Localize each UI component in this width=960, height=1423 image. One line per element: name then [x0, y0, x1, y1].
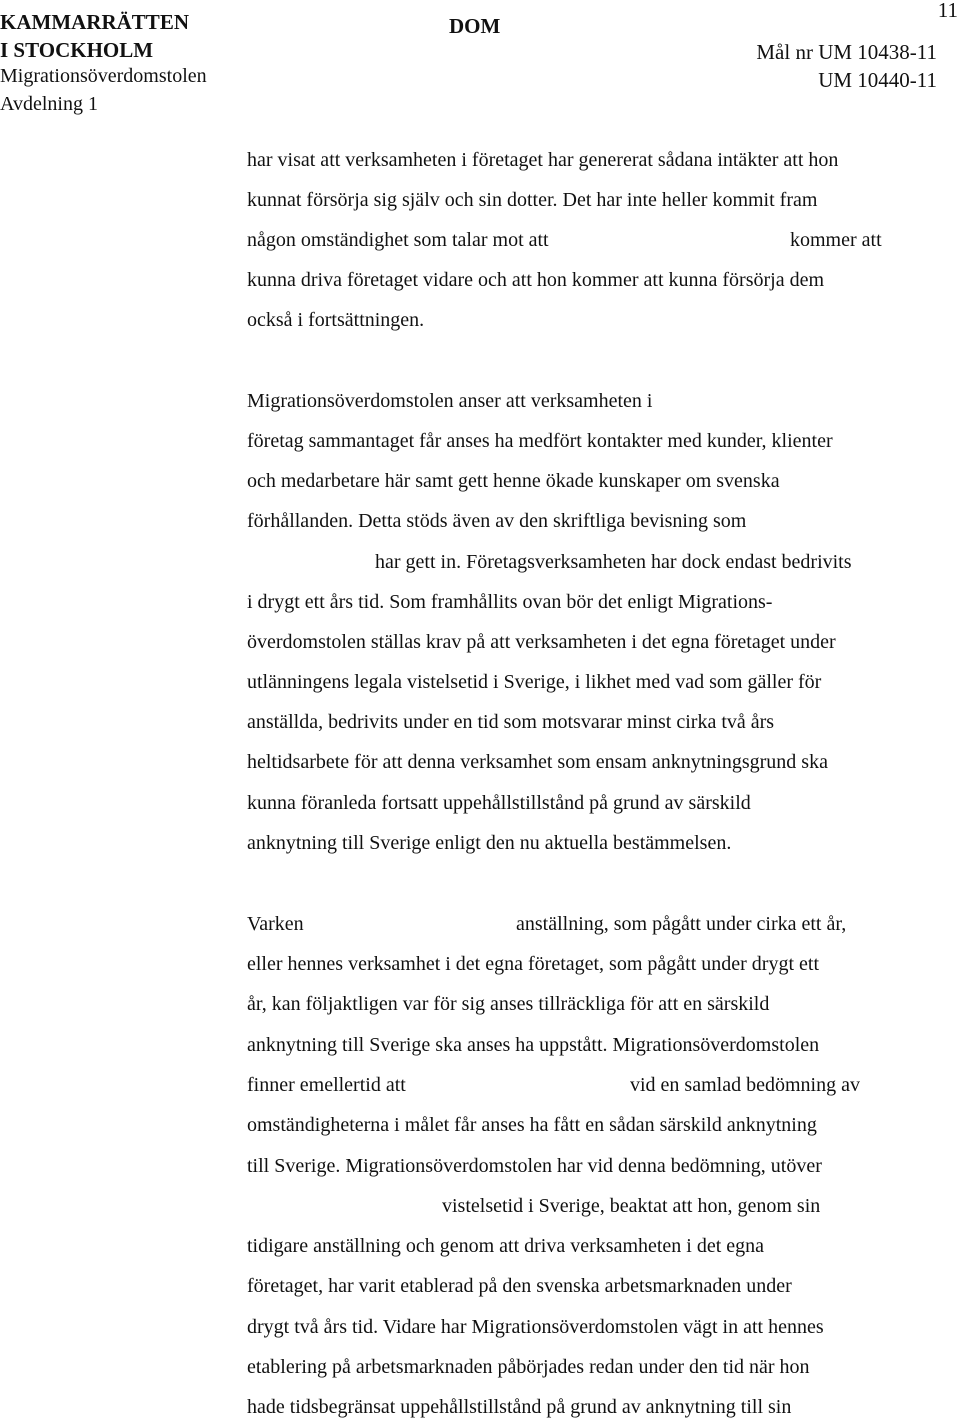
body-text-line: Varken: [247, 913, 304, 935]
body-text-line: år, kan följaktligen var för sig anses tillräckliga för att en särskild: [247, 993, 770, 1015]
body-text-line: utlänningens legala vistelsetid i Sverige, i likhet med vad som gäller för: [247, 671, 822, 693]
body-text-line: finner emellertid att: [247, 1074, 406, 1096]
court-department: Avdelning 1: [0, 93, 98, 115]
body-text-line: i drygt ett års tid. Som framhållits ovan bör det enligt Migrations-: [247, 591, 773, 613]
body-text-line: tidigare anställning och genom att driva verksamheten i det egna: [247, 1235, 765, 1257]
body-text-line: vistelsetid i Sverige, beaktat att hon, genom sin: [442, 1195, 821, 1217]
body-text-line: anställda, bedrivits under en tid som motsvarar minst cirka två års: [247, 711, 775, 733]
court-division-name: Migrationsöverdomstolen: [0, 65, 207, 87]
body-text-line: drygt två års tid. Vidare har Migrationsöverdomstolen vägt in att hennes: [247, 1316, 824, 1338]
body-text-line: anställning, som pågått under cirka ett år,: [516, 913, 847, 935]
body-text-line: kunna driva företaget vidare och att hon kommer att kunna försörja dem: [247, 269, 825, 291]
case-number-line1: Mål nr UM 10438-11: [756, 40, 937, 64]
body-text-line: någon omständighet som talar mot att: [247, 229, 549, 251]
body-text-line: har gett in. Företagsverksamheten har dock endast bedrivits: [375, 551, 852, 573]
page-number: 11: [937, 0, 958, 22]
case-number-line2: UM 10440-11: [818, 68, 937, 92]
body-text-line: förhållanden. Detta stöds även av den skriftliga bevisning som: [247, 510, 747, 532]
body-text-line: vid en samlad bedömning av: [630, 1074, 860, 1096]
body-text-line: kommer att: [790, 229, 882, 251]
body-text-line: eller hennes verksamhet i det egna företaget, som pågått under drygt ett: [247, 953, 820, 975]
body-text-line: anknytning till Sverige ska anses ha uppstått. Migrationsöverdomstolen: [247, 1034, 820, 1056]
body-text-line: heltidsarbete för att denna verksamhet som ensam anknytningsgrund ska: [247, 751, 828, 773]
body-text-line: och medarbetare här samt gett henne ökade kunskaper om svenska: [247, 470, 780, 492]
body-text-line: också i fortsättningen.: [247, 309, 425, 331]
body-text-line: företag sammantaget får anses ha medfört kontakter med kunder, klienter: [247, 430, 833, 452]
body-text-line: kunnat försörja sig själv och sin dotter. Det har inte heller kommit fram: [247, 189, 818, 211]
document-type: DOM: [449, 14, 501, 38]
court-name-line1: KAMMARRÄTTEN: [0, 10, 189, 34]
body-text-line: etablering på arbetsmarknaden påbörjades redan under den tid när hon: [247, 1356, 810, 1378]
court-name-line2: I STOCKHOLM: [0, 38, 154, 62]
body-text-line: har visat att verksamheten i företaget har genererat sådana intäkter att hon: [247, 149, 839, 171]
body-text-line: omständigheterna i målet får anses ha fått en sådan särskild anknytning: [247, 1114, 817, 1136]
body-text-line: hade tidsbegränsat uppehållstillstånd på grund av anknytning till sin: [247, 1396, 792, 1418]
body-text-line: företaget, har varit etablerad på den svenska arbetsmarknaden under: [247, 1275, 792, 1297]
body-text-line: till Sverige. Migrationsöverdomstolen har vid denna bedömning, utöver: [247, 1155, 822, 1177]
body-text-line: anknytning till Sverige enligt den nu aktuella bestämmelsen.: [247, 832, 732, 854]
body-text-line: överdomstolen ställas krav på att verksamheten i det egna företaget under: [247, 631, 836, 653]
body-text-line: kunna föranleda fortsatt uppehållstillstånd på grund av särskild: [247, 792, 751, 814]
body-text-line: Migrationsöverdomstolen anser att verksamheten i: [247, 390, 653, 412]
